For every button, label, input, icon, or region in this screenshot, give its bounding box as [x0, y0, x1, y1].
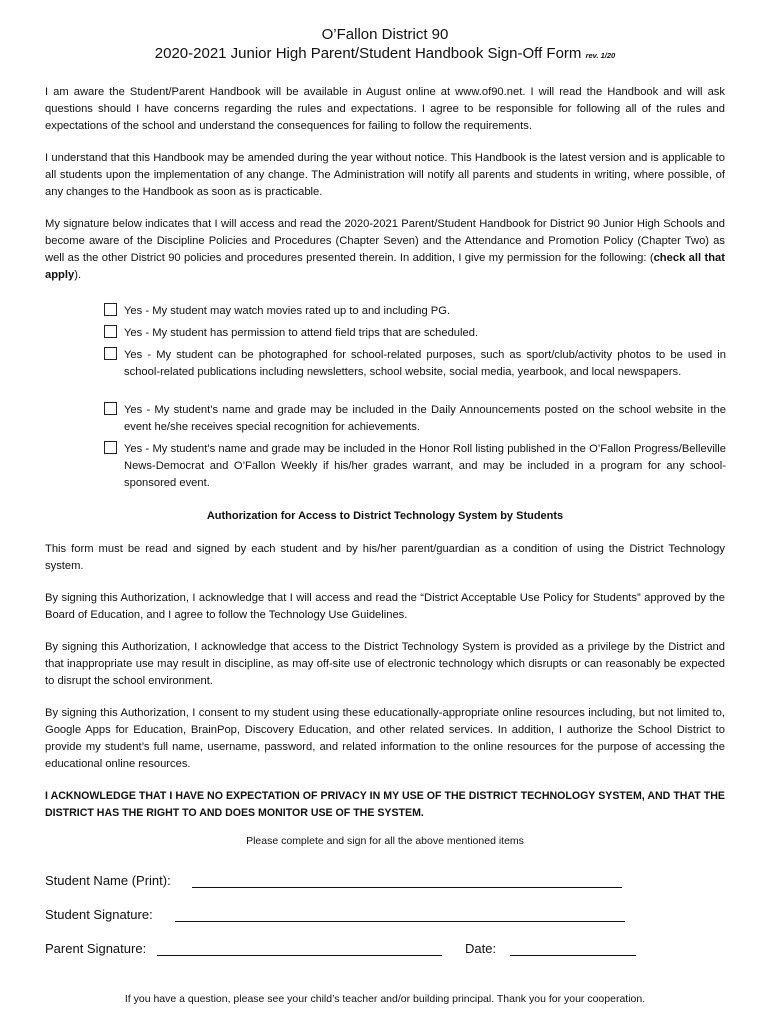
permission-checkbox-honor-roll[interactable] [104, 441, 117, 454]
permission-item-honor-roll [104, 441, 726, 492]
student-signature-label: Student Signature: [45, 907, 153, 922]
district-name: O’Fallon District 90 [321, 26, 449, 43]
permission-item-photographs [104, 347, 726, 381]
student-signature-line[interactable] [175, 921, 625, 922]
permission-item-movies [104, 303, 726, 320]
permission-item-announcements [104, 402, 726, 436]
tech-paragraph-4: By signing this Authorization, I consent to my student using these educationally-appropriate online resources including, but not limited to, Google Apps for Education, BrainPop, Discovery Education, and other related services. In addition, I authorize the School District to provide my student’s full name, username, password, and related information to the online resources for the purpose of accessing the educational online resources. [45, 707, 725, 770]
student-name-line[interactable] [192, 887, 622, 888]
permission-intro-end: ). [74, 269, 82, 281]
permission-checkbox-photographs[interactable] [104, 347, 117, 360]
privacy-acknowledgement: I ACKNOWLEDGE THAT I HAVE NO EXPECTATION OF PRIVACY IN MY USE OF THE DISTRICT TECHNOLOGY SYSTEM, AND THAT THE DISTRICT HAS THE RIGHT TO AND DOES MONITOR USE OF THE SYSTEM. [45, 790, 725, 819]
revision-note: rev. 1/20 [585, 51, 616, 60]
parent-signature-label: Parent Signature: [45, 941, 147, 956]
intro-paragraph-1: I am aware the Student/Parent Handbook will be available in August online at www.of90.net. I will read the Handbook and will ask questions should I have concerns regarding the rules and expectations. I agree to be responsible for following all of the rules and expectations of the school and understand the consequences for failing to follow the requirements. [45, 86, 725, 132]
permission-checkbox-announcements[interactable] [104, 402, 117, 415]
form-title-line [0, 45, 770, 62]
intro-paragraph-2: I understand that this Handbook may be amended during the year without notice. This Handbook is the latest version and is applicable to all students upon the implementation of any change. The Administration will notify all parents and students in writing, where possible, of any changes to the Handbook as soon as is practicable. [45, 152, 725, 198]
permission-checkbox-movies[interactable] [104, 303, 117, 316]
date-label: Date: [465, 941, 497, 956]
date-line[interactable] [510, 955, 636, 956]
tech-authorization-heading: Authorization for Access to District Technology System by Students [206, 510, 564, 522]
tech-paragraph-3: By signing this Authorization, I acknowledge that access to the District Technology System is provided as a privilege by the District and that inappropriate use may result in discipline, as may off-site use of electronic technology which disrupts or can reasonably be expected to disrupt the school environment. [45, 641, 725, 687]
tech-paragraph-2: By signing this Authorization, I acknowledge that I will access and read the “District Acceptable Use Policy for Students” approved by the Board of Education, and I agree to follow the Technology Use Guidelines. [45, 592, 725, 621]
intro-paragraph-3 [45, 216, 725, 284]
permission-intro-text: My signature below indicates that I will access and read the 2020-2021 Parent/Student Handbook for District 90 Junior High Schools and become aware of the Discipline Policies and Procedures (Chapter Seven) and the Attendance and Promotion Policy (Chapter Two) as well as the other District 90 policies and procedures presented therein. In addition, I give my permission for the following: ( [45, 218, 725, 264]
instruction-note: Please complete and sign for all the above mentioned items [246, 835, 524, 847]
permission-label: Yes - My student has permission to attend field trips that are scheduled. [124, 327, 479, 339]
student-name-label: Student Name (Print): [45, 873, 171, 888]
permission-label: Yes - My student can be photographed for school-related purposes, such as sport/club/activity photos to be used in school-related publications including newsletters, school website, social media, yearbook, and local newspapers. [124, 349, 726, 378]
form-title: 2020-2021 Junior High Parent/Student Handbook Sign-Off Form [154, 45, 582, 62]
tech-paragraph-1: This form must be read and signed by each student and by his/her parent/guardian as a condition of using the District Technology system. [45, 543, 725, 572]
permission-checkbox-field-trips[interactable] [104, 325, 117, 338]
permission-label: Yes - My student’s name and grade may be included in the Honor Roll listing published in the O’Fallon Progress/Belleville News-Democrat and O’Fallon Weekly if his/her grades warrant, and may be included in a program for any school-sponsored event. [124, 443, 726, 489]
permission-label: Yes - My student may watch movies rated up to and including PG. [124, 305, 451, 317]
permission-label: Yes - My student’s name and grade may be included in the Daily Announcements posted on the school website in the event he/she receives special recognition for achievements. [124, 404, 726, 433]
parent-signature-line[interactable] [157, 955, 442, 956]
footer-note: If you have a question, please see your child’s teacher and/or building principal. Thank you for your cooperation. [124, 993, 646, 1005]
check-all-note: check all that apply [45, 252, 725, 281]
permission-item-field-trips [104, 325, 726, 342]
